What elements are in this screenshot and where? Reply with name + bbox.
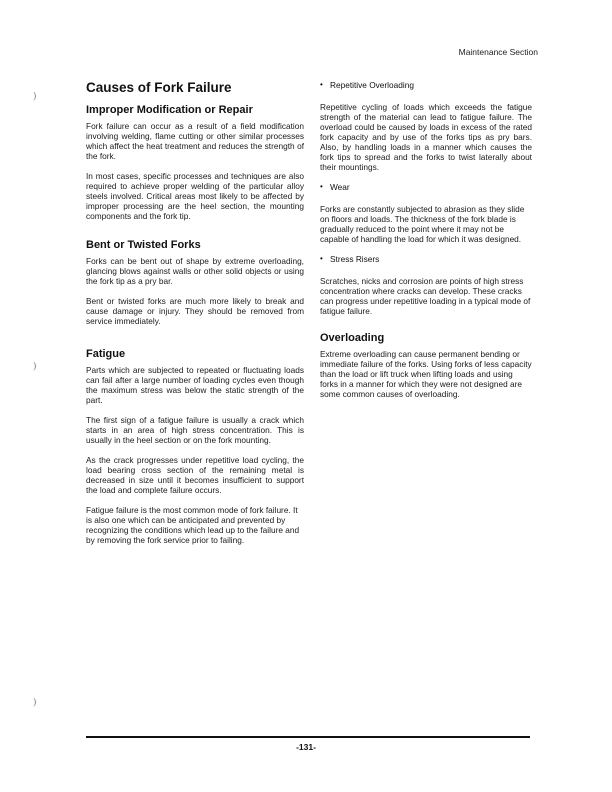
bullet-icon: • bbox=[320, 182, 323, 191]
repetitive-paragraph: Repetitive cycling of loads which exceeds the fatigue strength of the material can lead to fatigue failure. The overload could be caused by loads in excess of the rated fork capacity and by use of the forks tips as pry bars. Also, by handling loads in a manner which causes the fork tips to spread and the forks to twist laterally about their mountings. bbox=[320, 102, 532, 172]
bullet-icon: • bbox=[320, 254, 323, 263]
bullet-icon: • bbox=[320, 80, 323, 89]
page-title: Causes of Fork Failure bbox=[86, 80, 232, 95]
overloading-paragraph: Extreme overloading can cause permanent bending or immediate failure of the forks. Using forks of less capacity than the load or lift truck when lifting loads and using forks in a manner for which they were not designed are some common causes of overloading. bbox=[320, 349, 532, 399]
fatigue-paragraph-3: As the crack progresses under repetitive load cycling, the load bearing cross section of the remaining metal is decreased in size until it becomes insufficient to support the load and complete failure occurs. bbox=[86, 455, 304, 495]
margin-mark: ) bbox=[33, 362, 37, 372]
bent-twisted-heading: Bent or Twisted Forks bbox=[86, 239, 201, 251]
bullet-stress-risers bbox=[320, 254, 532, 264]
stress-paragraph: Scratches, nicks and corrosion are points of high stress concentration where cracks can develop. These cracks can progress under repetitive loading in a typical mode of fatigue failure. bbox=[320, 276, 531, 316]
improper-modification-heading: Improper Modification or Repair bbox=[86, 104, 253, 116]
fatigue-heading: Fatigue bbox=[86, 348, 126, 360]
improper-paragraph-1: Fork failure can occur as a result of a field modification involving welding, flame cutting or other similar processes which affect the heat treatment and reduces the strength of the fork. bbox=[86, 121, 304, 161]
fatigue-paragraph-2: The first sign of a fatigue failure is usually a crack which starts in an area of high stress concentration. This is usually in the heel section or on the fork mounting. bbox=[86, 415, 304, 445]
footer-divider bbox=[86, 736, 530, 738]
margin-mark: ) bbox=[33, 92, 37, 102]
overloading-heading: Overloading bbox=[320, 332, 385, 344]
right-column bbox=[320, 80, 532, 409]
section-header: Maintenance Section bbox=[458, 47, 538, 57]
bent-paragraph-1: Forks can be bent out of shape by extreme overloading, glancing blows against walls or other solid objects or using the fork tip as a pry bar. bbox=[86, 256, 304, 286]
bullet-label: Stress Risers bbox=[330, 254, 380, 264]
margin-mark: ) bbox=[33, 698, 37, 708]
bullet-label: Repetitive Overloading bbox=[330, 80, 414, 90]
fatigue-paragraph-4: Fatigue failure is the most common mode of fork failure. It is also one which can be anticipated and prevented by recognizing the conditions which lead up to the failure and by removing the fork service prior to failing. bbox=[86, 505, 300, 545]
page-number: -131- bbox=[296, 742, 316, 752]
fatigue-paragraph-1: Parts which are subjected to repeated or fluctuating loads can fail after a large number of loading cycles even though the maximum stress was below the static strength of the part. bbox=[86, 365, 304, 405]
left-column bbox=[86, 80, 304, 555]
improper-paragraph-2: In most cases, specific processes and techniques are also required to achieve proper welding of the particular alloy steels involved. Critical areas most likely to be affected by improper processing are the heel section, the mounting components and the fork tip. bbox=[86, 171, 304, 221]
wear-paragraph: Forks are constantly subjected to abrasion as they slide on floors and loads. The thickness of the fork blade is gradually reduced to the point where it may not be capable of handling the load for which it was designed. bbox=[320, 204, 525, 244]
bullet-wear bbox=[320, 182, 532, 192]
bullet-label: Wear bbox=[330, 182, 350, 192]
bullet-repetitive-overloading bbox=[320, 80, 532, 90]
bent-paragraph-2: Bent or twisted forks are much more likely to break and cause damage or injury. They should be removed from service immediately. bbox=[86, 296, 304, 326]
